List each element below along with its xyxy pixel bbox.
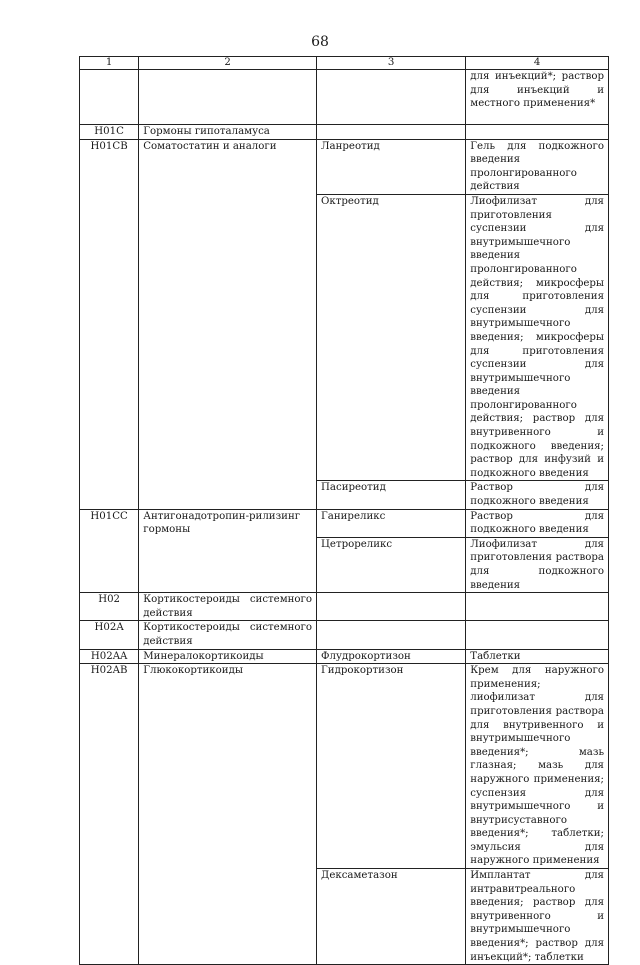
table-row xyxy=(80,509,609,537)
table-header-row xyxy=(80,57,609,70)
dosage-form-cell xyxy=(466,621,609,649)
group-name-cell: Кортикостероиды системного действия xyxy=(139,621,317,649)
table-row xyxy=(80,139,609,194)
drug-name-cell: Гидрокортизон xyxy=(317,664,466,869)
atc-code-cell: H01CC xyxy=(80,509,139,593)
group-name-cell: Кортикостероиды системного действия xyxy=(139,593,317,621)
group-name-cell: Антигонадотропин-рилизинг гормоны xyxy=(139,509,317,593)
table-row xyxy=(80,621,609,649)
group-name-cell: Глюкокортикоиды xyxy=(139,664,317,965)
column-header: 4 xyxy=(466,57,609,70)
group-name-cell: Гормоны гипоталамуса xyxy=(139,125,317,140)
atc-code-cell: H02 xyxy=(80,593,139,621)
dosage-form-cell: Крем для наружного применения; лиофилизат для приготовления раствора для внутривенного и внутримышечного введения*; мазь глазная; мазь для наружного применения; суспензия для внутримышечного и внутрисуставного введения*; таблетки; эмульсия для наружного применения xyxy=(466,664,609,869)
group-name-cell: Минералокортикоиды xyxy=(139,649,317,664)
drug-name-cell: Октреотид xyxy=(317,194,466,480)
table-row xyxy=(80,664,609,869)
drug-name-cell: Дексаметазон xyxy=(317,869,466,965)
group-name-cell xyxy=(139,70,317,125)
dosage-form-cell: Лиофилизат для приготовления раствора для подкожного введения xyxy=(466,537,609,592)
table-row xyxy=(80,649,609,664)
table-row xyxy=(80,70,609,125)
dosage-form-cell: Раствор для подкожного введения xyxy=(466,509,609,537)
atc-code-cell xyxy=(80,70,139,125)
dosage-form-cell: Гель для подкожного введения пролонгированного действия xyxy=(466,139,609,194)
group-name-cell: Соматостатин и аналоги xyxy=(139,139,317,509)
drug-name-cell: Ланреотид xyxy=(317,139,466,194)
atc-code-cell: H01CB xyxy=(80,139,139,509)
table-row xyxy=(80,125,609,140)
dosage-form-cell: Имплантат для интравитреального введения; раствор для внутривенного и внутримышечного введения*; раствор для инъекций*; таблетки xyxy=(466,869,609,965)
dosage-form-cell: для инъекций*; раствор для инъекций и местного применения* xyxy=(466,70,609,125)
atc-code-cell: H02AB xyxy=(80,664,139,965)
dosage-form-cell xyxy=(466,593,609,621)
drug-table xyxy=(79,56,609,965)
drug-name-cell xyxy=(317,125,466,140)
dosage-form-cell: Лиофилизат для приготовления суспензии для внутримышечного введения пролонгированного действия; микросферы для приготовления суспензии для внутримышечного введения; микросферы для приготовления суспензии для внутримышечного введения пролонгированного действия; раствор для внутривенного и подкожного введения; раствор для инфузий и подкожного введения xyxy=(466,194,609,480)
column-header: 2 xyxy=(139,57,317,70)
column-header: 1 xyxy=(80,57,139,70)
dosage-form-cell xyxy=(466,125,609,140)
dosage-form-cell: Раствор для подкожного введения xyxy=(466,481,609,509)
atc-code-cell: H02AA xyxy=(80,649,139,664)
atc-code-cell: H02A xyxy=(80,621,139,649)
page-number: 68 xyxy=(311,34,329,50)
drug-name-cell xyxy=(317,70,466,125)
dosage-form-cell: Таблетки xyxy=(466,649,609,664)
drug-name-cell: Флудрокортизон xyxy=(317,649,466,664)
drug-name-cell xyxy=(317,621,466,649)
atc-code-cell: H01C xyxy=(80,125,139,140)
drug-name-cell: Цетрореликс xyxy=(317,537,466,592)
table-row xyxy=(80,593,609,621)
drug-name-cell: Пасиреотид xyxy=(317,481,466,509)
drug-name-cell: Ганиреликс xyxy=(317,509,466,537)
drug-name-cell xyxy=(317,593,466,621)
column-header: 3 xyxy=(317,57,466,70)
